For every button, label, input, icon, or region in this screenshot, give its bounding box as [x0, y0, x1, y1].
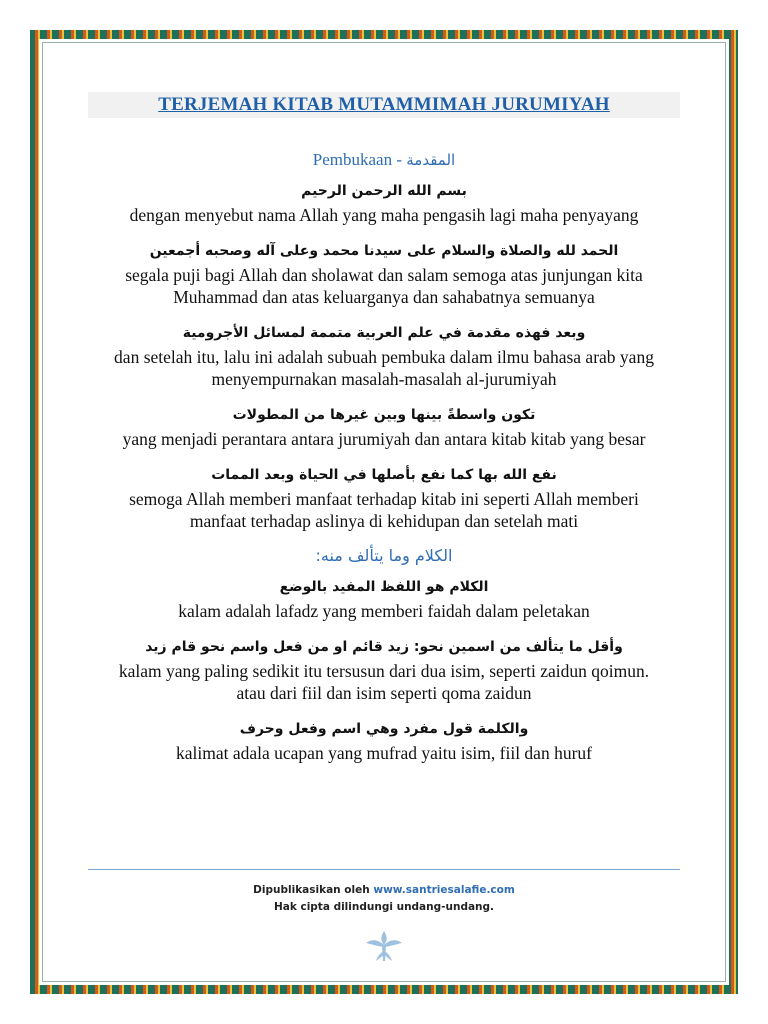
- translation-line: semoga Allah memberi manfaat terhadap kitab ini seperti Allah memberi: [129, 489, 639, 509]
- translation-line: yang menjadi perantara antara jurumiyah dan antara kitab kitab yang besar: [122, 429, 646, 449]
- arabic-text: وأقل ما يتألف من اسمين نحو: زيد قائم او من فعل واسم نحو قام زيد: [145, 639, 623, 655]
- verse-block: [72, 574, 696, 622]
- translation-line: Muhammad dan atas keluarganya dan sahabatnya semuanya: [173, 287, 595, 307]
- arabic-text: الكلام هو اللفظ المفيد بالوضع: [279, 579, 489, 595]
- translation-line: segala puji bagi Allah dan sholawat dan salam semoga atas junjungan kita: [125, 265, 643, 285]
- verse-block: [72, 178, 696, 226]
- verse-block: [72, 462, 696, 532]
- translation-line: atau dari fiil dan isim seperti qoma zaidun: [236, 683, 532, 703]
- published-by-label: Dipublikasikan oleh: [253, 884, 374, 896]
- arabic-text: نفع الله بها كما نفع بأصلها في الحياة وبعد الممات: [211, 467, 557, 483]
- section-heading-latin: Pembukaan -: [312, 150, 407, 169]
- verse-block: [72, 634, 696, 704]
- translation-line: manfaat terhadap aslinya di kehidupan dan setelah mati: [189, 511, 579, 531]
- arabic-text: الحمد لله والصلاة والسلام على سيدنا محمد وعلى آله وصحبه أجمعين: [149, 243, 619, 259]
- translation-line: menyempurnakan masalah-masalah al-jurumiyah: [211, 369, 557, 389]
- translation-line: kalam yang paling sedikit itu tersusun dari dua isim, seperti zaidun qoimun.: [118, 661, 650, 681]
- verse-block: [72, 320, 696, 390]
- section-heading-pembukaan: [72, 148, 696, 172]
- copyright-notice: Hak cipta dilindungi undang-undang.: [273, 901, 495, 913]
- arabic-text: والكلمة قول مفرد وهي اسم وفعل وحرف: [239, 721, 529, 737]
- verse-block: [72, 402, 696, 450]
- publisher-line: [88, 882, 680, 899]
- section-heading-arabic: الكلام وما يتألف منه:: [315, 546, 453, 565]
- footer: [88, 882, 680, 916]
- document-body: [72, 148, 696, 776]
- arabic-text: وبعد فهذه مقدمة في علم العربية متممة لمسائل الأجرومية: [182, 325, 586, 341]
- section-heading-kalam: [72, 544, 696, 568]
- arabic-text: بسم الله الرحمن الرحيم: [301, 183, 467, 199]
- translation-line: dengan menyebut nama Allah yang maha pengasih lagi maha penyayang: [129, 205, 639, 225]
- arabic-text: تكون واسطةً بينها وبين غيرها من المطولات: [232, 407, 536, 423]
- translation-line: dan setelah itu, lalu ini adalah subuah pembuka dalam ilmu bahasa arab yang: [114, 347, 654, 367]
- verse-block: [72, 238, 696, 308]
- verse-block: [72, 716, 696, 764]
- page-title: TERJEMAH KITAB MUTAMMIMAH JURUMIYAH: [158, 94, 610, 115]
- site-link[interactable]: www.santriesalafie.com: [373, 884, 515, 896]
- fleur-ornament-icon: [364, 925, 404, 965]
- section-heading-arabic: المقدمة: [406, 151, 456, 169]
- translation-line: kalimat adala ucapan yang mufrad yaitu isim, fiil dan huruf: [176, 743, 592, 763]
- translation-line: kalam adalah lafadz yang memberi faidah dalam peletakan: [178, 601, 590, 621]
- footer-divider: [88, 869, 680, 870]
